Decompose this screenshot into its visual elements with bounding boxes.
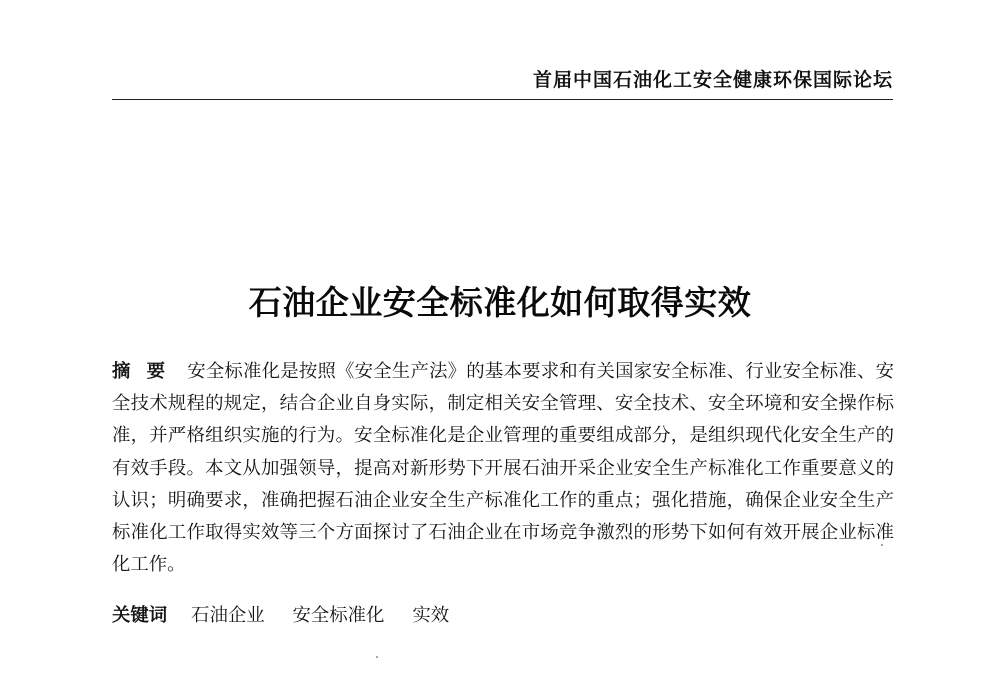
scan-speck — [881, 544, 883, 546]
running-header: 首届中国石油化工安全健康环保国际论坛 — [532, 69, 893, 91]
scan-speck — [376, 656, 378, 658]
paper-title: 石油企业安全标准化如何取得实效 — [248, 283, 752, 322]
abstract — [112, 356, 894, 581]
keyword-item: 实效 — [412, 605, 450, 626]
keyword-item: 石油企业 — [191, 605, 265, 626]
keyword-item: 安全标准化 — [292, 605, 385, 626]
abstract-label: 摘要 — [112, 361, 182, 382]
keywords-label: 关键词 — [112, 605, 168, 626]
keywords — [112, 600, 894, 632]
abstract-text: 安全标准化是按照《安全生产法》的基本要求和有关国家安全标准、行业安全标准、安全技术规程的规定，结合企业自身实际，制定相关安全管理、安全技术、安全环境和安全操作标准，并严格组织实施的行为。安全标准化是企业管理的重要组成部分，是组织现代化安全生产的有效手段。本文从加强领导，提高对新形势下开展石油开采企业安全生产标准化工作重要意义的认识；明确要求，准确把握石油企业安全生产标准化工作的重点；强化措施，确保企业安全生产标准化工作取得实效等三个方面探讨了石油企业在市场竞争激烈的形势下如何有效开展企业标准化工作。 — [112, 361, 894, 576]
header-rule — [112, 99, 893, 100]
